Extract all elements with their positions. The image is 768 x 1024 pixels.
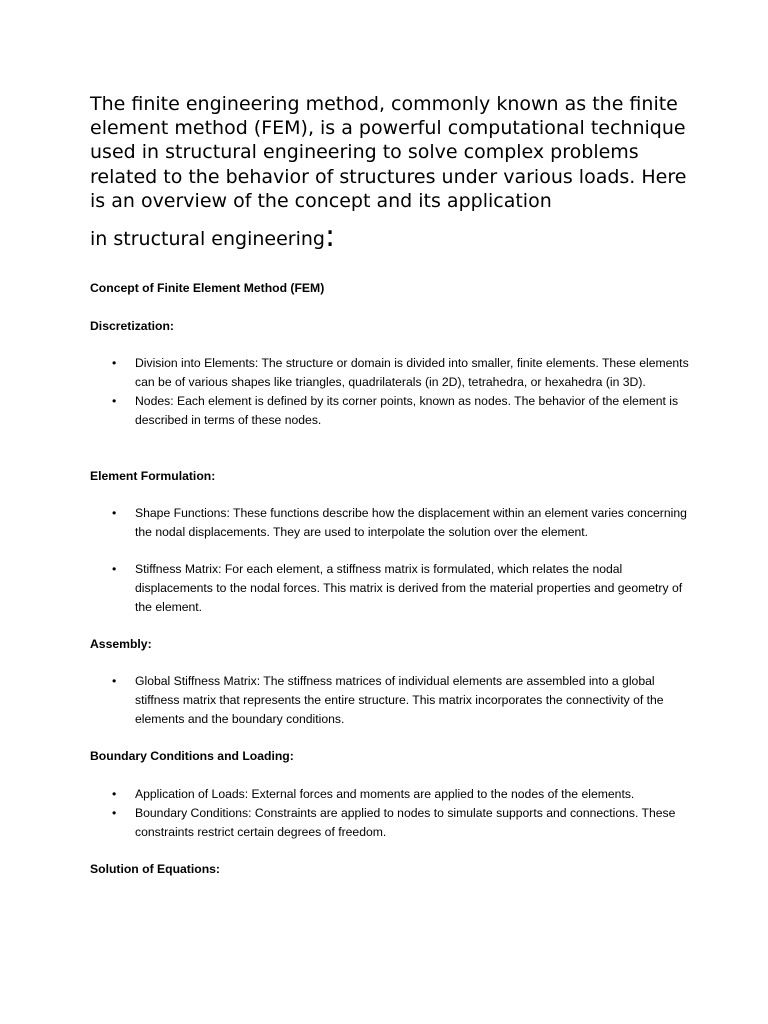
bullet-icon: •	[112, 674, 117, 688]
list-item-text: Nodes: Each element is defined by its corner points, known as nodes. The behavior of the element is described in terms of these nodes.	[135, 394, 679, 427]
list-item-text: Boundary Conditions: Constraints are applied to nodes to simulate supports and connections. These constraints restrict certain degrees of freedom.	[135, 806, 676, 839]
bullet-icon: •	[112, 506, 117, 520]
heading-concept: Concept of Finite Element Method (FEM)	[90, 281, 325, 295]
list-item	[90, 785, 690, 804]
heading-assembly: Assembly:	[90, 637, 152, 651]
list-item	[90, 392, 690, 430]
list-discretization	[90, 354, 690, 430]
list-item	[90, 354, 690, 392]
list-item-text: Shape Functions: These functions describe how the displacement within an element varies concerning the nodal displacements. They are used to interpolate the solution over the element.	[135, 506, 687, 539]
intro-colon: :	[324, 219, 336, 255]
list-item	[90, 560, 690, 617]
intro-paragraph	[90, 92, 690, 255]
intro-tail-text: in structural engineering	[90, 228, 325, 251]
heading-element-formulation: Element Formulation:	[90, 469, 216, 483]
list-element-formulation-2	[90, 560, 690, 617]
bullet-icon: •	[112, 787, 117, 801]
list-item	[90, 504, 690, 542]
intro-tail	[90, 219, 336, 255]
list-item-text: Stiffness Matrix: For each element, a stiffness matrix is formulated, which relates the nodal displacements to the nodal forces. This matrix is derived from the material properties and geometry of the element.	[135, 562, 683, 614]
list-assembly	[90, 672, 690, 729]
heading-discretization: Discretization:	[90, 319, 174, 333]
bullet-icon: •	[112, 562, 117, 576]
heading-solution-of-equations: Solution of Equations:	[90, 862, 220, 876]
bullet-icon: •	[112, 806, 117, 820]
list-item-text: Global Stiffness Matrix: The stiffness matrices of individual elements are assembled into a global stiffness matrix that represents the entire structure. This matrix incorporates the connectivity of the elements and the boundary conditions.	[135, 674, 664, 726]
list-element-formulation	[90, 504, 690, 542]
list-item-text: Application of Loads: External forces and moments are applied to the nodes of the elements.	[135, 787, 635, 801]
list-boundary-conditions	[90, 785, 690, 842]
list-item	[90, 672, 690, 729]
list-item-text: Division into Elements: The structure or domain is divided into smaller, finite elements. These elements can be of various shapes like triangles, quadrilaterals (in 2D), tetrahedra, or hexahedra (in 3D).	[135, 356, 689, 389]
intro-text: The finite engineering method, commonly known as the finite element method (FEM), is a powerful computational technique used in structural engineering to solve complex problems related to the behavior of structures under various loads. Here is an overview of the concept and its application	[90, 93, 687, 212]
list-item	[90, 804, 690, 842]
heading-boundary-conditions: Boundary Conditions and Loading:	[90, 749, 294, 763]
bullet-icon: •	[112, 394, 117, 408]
bullet-icon: •	[112, 356, 117, 370]
